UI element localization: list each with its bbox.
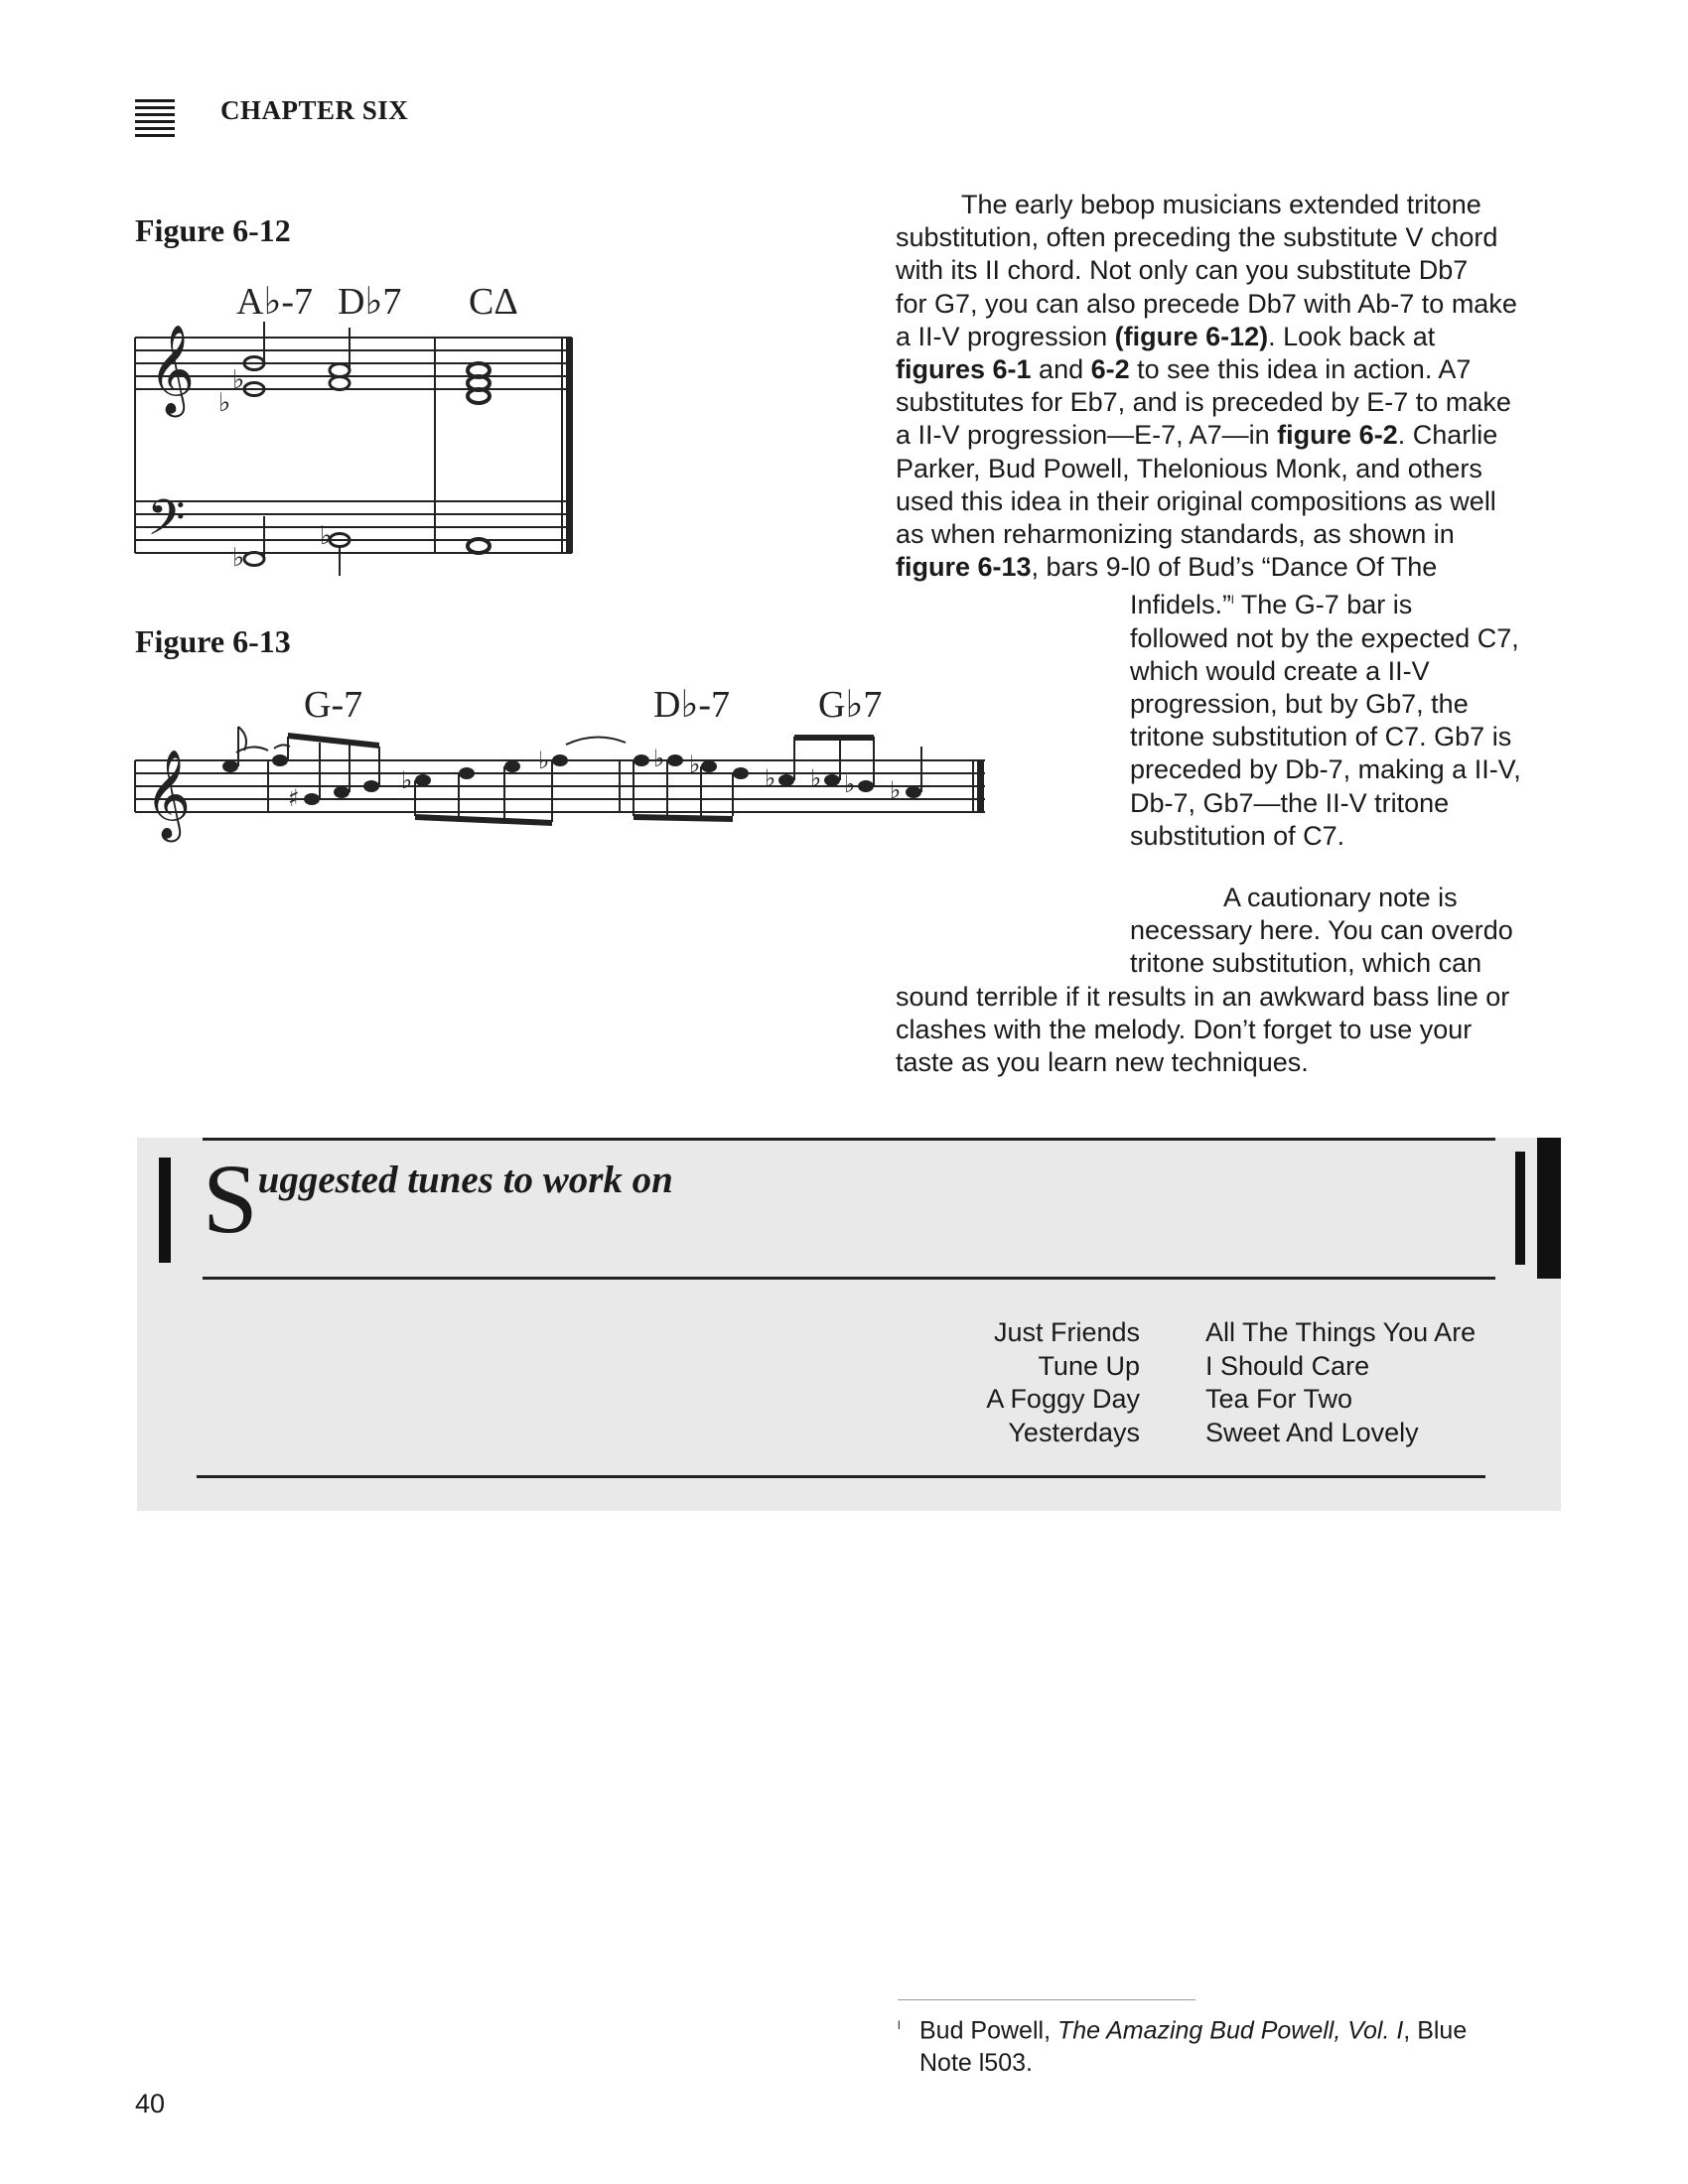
text-line: Db-7, Gb7—the II-V tritone <box>1130 787 1450 818</box>
footnote-mark: l <box>898 2018 901 2032</box>
text-line: a II-V progression (figure 6-12). Look back at <box>896 321 1436 351</box>
figure-6-12-title: Figure 6-12 <box>135 212 291 248</box>
text-line: with its II chord. Not only can you substitute Db7 <box>896 255 1469 286</box>
svg-text:♭: ♭ <box>232 543 245 573</box>
text-line: The early bebop musicians extended tritone <box>961 190 1481 219</box>
text-line: progression, but by Gb7, the <box>1130 689 1469 720</box>
chord-symbol: D♭7 <box>338 281 402 323</box>
text-line: for G7, you can also precede Db7 with Ab-7 to make <box>896 288 1517 319</box>
chapter-title: CHAPTER SIX <box>220 95 409 125</box>
tune-item: Just Friends <box>993 1317 1140 1347</box>
figure-ref: (figure 6-12) <box>1114 321 1269 351</box>
tunes-bottom-rule <box>197 1475 1485 1478</box>
svg-text:♯: ♯ <box>288 784 300 812</box>
svg-text:♭: ♭ <box>232 365 245 395</box>
figure-6-13-title: Figure 6-13 <box>135 623 291 659</box>
tunes-heading-initial: S <box>203 1144 258 1254</box>
tunes-right-bar-thick <box>1537 1138 1561 1279</box>
tunes-header-rule <box>203 1277 1495 1280</box>
svg-text:♭: ♭ <box>810 764 822 792</box>
tunes-list-left <box>986 1316 1140 1449</box>
text-line: tritone substitution of C7. Gb7 is <box>1130 722 1512 752</box>
figure-ref: figures 6-1 <box>896 354 1032 385</box>
figure-ref: figure 6-13 <box>896 552 1032 583</box>
text-line: Infidels.”$^l$ The G-7 bar is <box>1130 590 1413 620</box>
text-line: figures 6-1 and 6-2 to see this idea in action. A7 <box>896 354 1472 385</box>
svg-text:♭: ♭ <box>890 776 902 804</box>
svg-text:𝄞: 𝄞 <box>149 325 196 414</box>
svg-text:♭: ♭ <box>218 388 231 418</box>
text-line: clashes with the melody. Don’t forget to use your <box>896 1014 1473 1044</box>
footnote-mark: l <box>1231 593 1234 608</box>
footnote: l Bud Powell, The Amazing Bud Powell, Vol. I, Blue Note l503. <box>898 2009 1467 2080</box>
tune-item: All The Things You Are <box>1205 1317 1477 1347</box>
body-paragraph-2 <box>896 882 1611 1079</box>
text-line: taste as you learn new techniques. <box>896 1047 1309 1078</box>
figure-6-12-score <box>129 278 586 576</box>
tune-item: Tea For Two <box>1205 1384 1353 1414</box>
text-line: substitutes for Eb7, and is preceded by E-7 to make <box>896 387 1511 418</box>
text-line: followed not by the expected C7, <box>1130 622 1519 653</box>
chord-symbol: G-7 <box>304 684 363 726</box>
chord-symbol: G♭7 <box>818 684 883 726</box>
figure-ref: figure 6-2 <box>1277 420 1398 451</box>
tunes-list-right <box>1205 1316 1476 1449</box>
svg-text:♭: ♭ <box>689 751 701 778</box>
chord-symbol: A♭-7 <box>236 281 314 323</box>
svg-text:♭: ♭ <box>765 764 776 792</box>
svg-text:♭: ♭ <box>401 766 413 794</box>
svg-text:𝄞: 𝄞 <box>145 750 192 839</box>
tunes-left-bar <box>159 1158 171 1263</box>
svg-text:♭: ♭ <box>320 521 333 551</box>
text-line: used this idea in their original compositions as well <box>896 485 1496 516</box>
text-line: tritone substitution, which can <box>1130 948 1482 979</box>
figure-6-13-score <box>129 681 993 846</box>
tunes-heading <box>203 1144 673 1254</box>
text-line: sound terrible if it results in an awkward bass line or <box>896 981 1510 1012</box>
page-number: 40 <box>135 2089 166 2118</box>
svg-text:𝄢: 𝄢 <box>147 489 186 559</box>
tune-item: Tune Up <box>1038 1350 1140 1381</box>
tune-item: I Should Care <box>1205 1350 1370 1381</box>
chord-symbol: D♭-7 <box>653 684 731 726</box>
text-line: substitution of C7. <box>1130 820 1345 851</box>
svg-text:♭: ♭ <box>844 770 856 798</box>
body-paragraph-1 <box>896 189 1611 853</box>
chapter-icon <box>135 99 175 141</box>
album-title: The Amazing Bud Powell, Vol. I <box>1056 2016 1404 2045</box>
text-line: preceded by Db-7, making a II-V, <box>1130 754 1521 785</box>
tune-item: Sweet And Lovely <box>1205 1417 1419 1447</box>
tune-item: A Foggy Day <box>986 1384 1140 1414</box>
text-line: necessary here. You can overdo <box>1130 915 1513 946</box>
text-line: substitution, often preceding the substitute V chord <box>896 222 1498 253</box>
text-line: as when reharmonizing standards, as shown in <box>896 519 1455 550</box>
svg-text:♭: ♭ <box>653 745 665 772</box>
figure-ref: 6-2 <box>1090 354 1130 385</box>
catalog-number: Note l503. <box>919 2049 1033 2078</box>
tunes-heading-text: uggested tunes to work on <box>257 1159 673 1201</box>
tune-item: Yesterdays <box>1008 1417 1140 1447</box>
tunes-top-rule <box>203 1138 1495 1141</box>
text-line: A cautionary note is <box>1223 883 1458 912</box>
text-line: figure 6-13, bars 9-l0 of Bud’s “Dance Of The <box>896 552 1438 583</box>
text-line: Parker, Bud Powell, Thelonious Monk, and others <box>896 453 1482 483</box>
svg-text:♭: ♭ <box>538 747 550 774</box>
chord-symbol: CΔ <box>469 281 518 323</box>
text-line: a II-V progression—E-7, A7—in figure 6-2. Charlie <box>896 420 1498 451</box>
tunes-right-bar-thin <box>1515 1152 1525 1265</box>
text-line: which would create a II-V <box>1130 655 1430 686</box>
footnote-rule <box>898 1999 1196 2000</box>
